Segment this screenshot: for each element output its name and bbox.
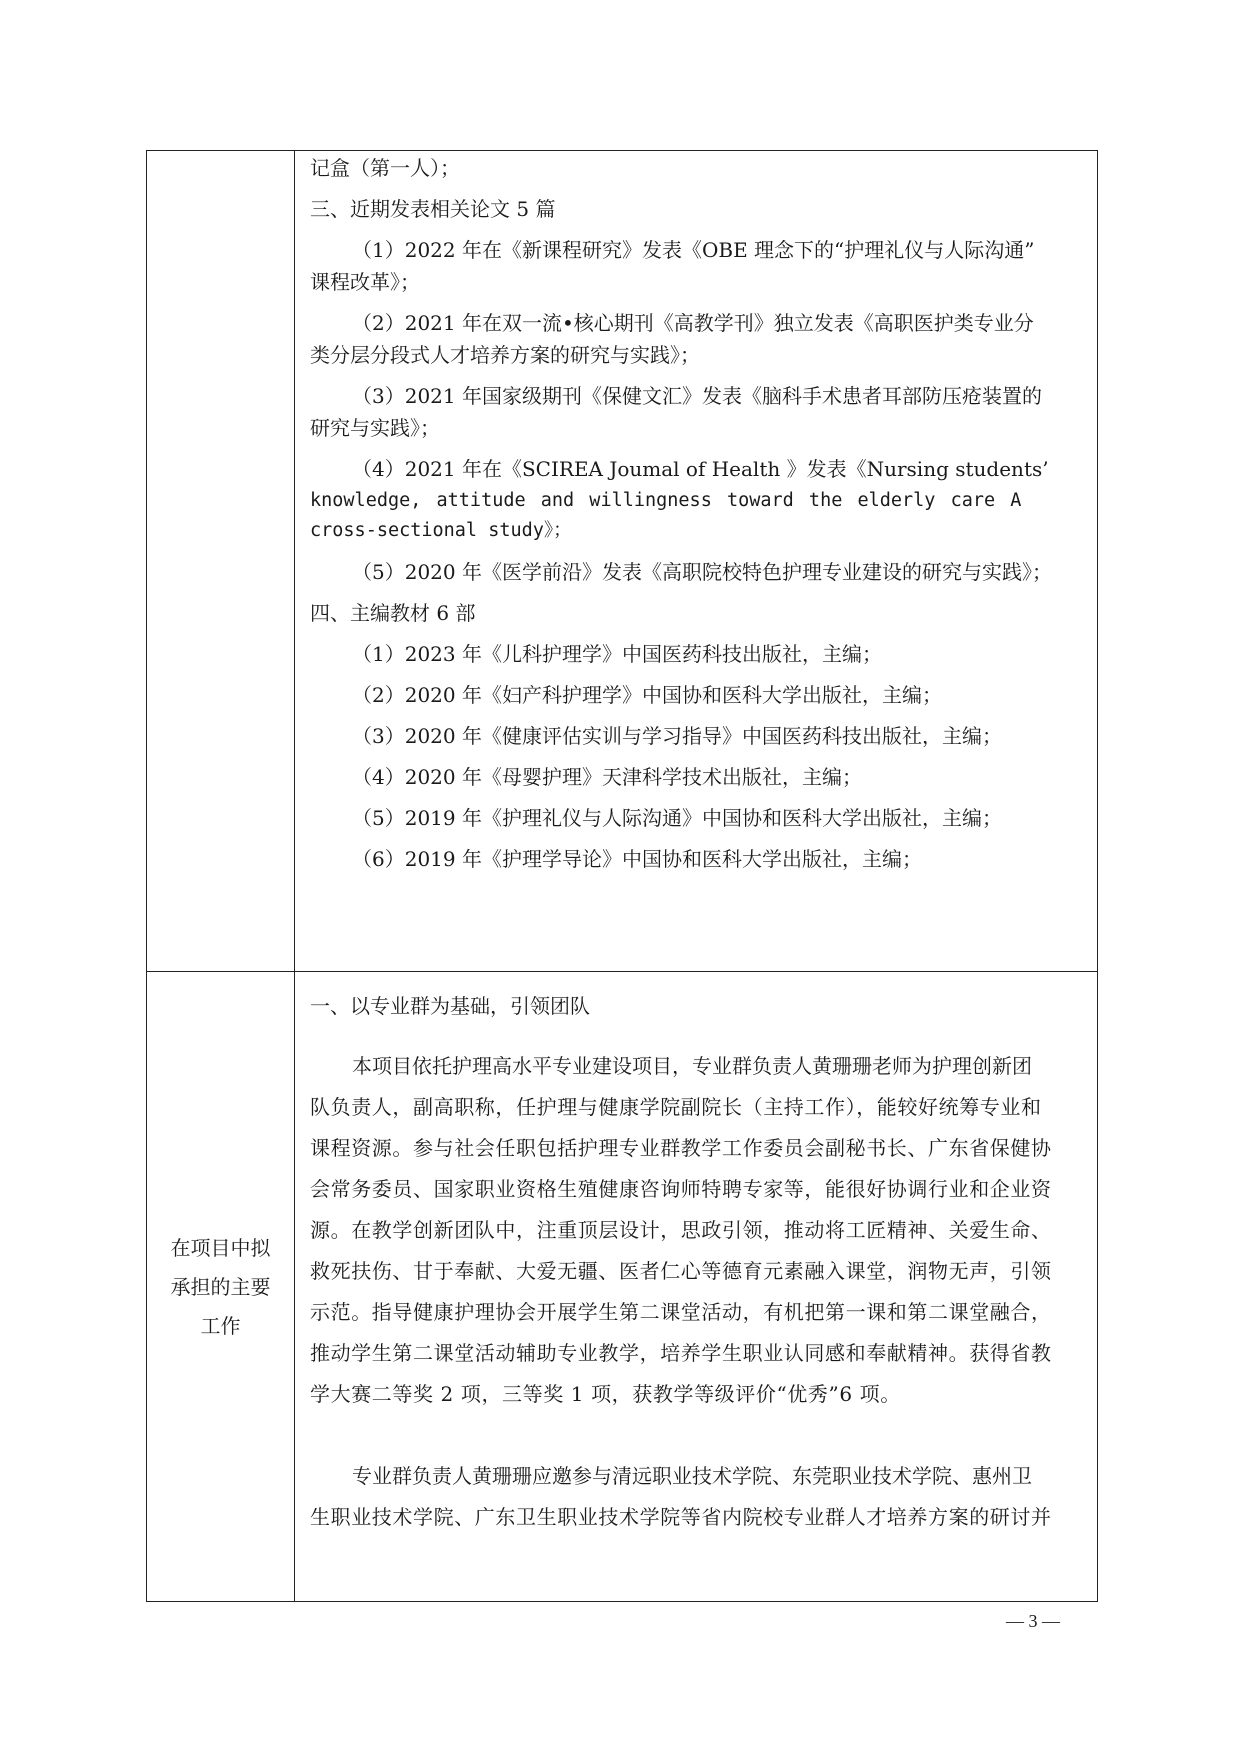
textbook-item-3: （3）2020 年《健康评估实训与学习指导》中国医药科技出版社，主编； <box>352 724 1002 748</box>
paper-item-5: （5）2020 年《医学前沿》发表《高职院校特色护理专业建设的研究与实践》； <box>352 560 1052 584</box>
row-label-line: 在项目中拟 <box>170 1235 271 1260</box>
paper-item-2-cont: 类分层分段式人才培养方案的研究与实践》； <box>310 343 700 367</box>
section-heading-team: 一、以专业群为基础，引领团队 <box>310 994 590 1018</box>
paragraph-line: 专业群负责人黄珊珊应邀参与清远职业技术学院、东莞职业技术学院、惠州卫 <box>352 1464 1032 1488</box>
row-label-line: 承担的主要 <box>170 1274 271 1299</box>
textbook-item-5: （5）2019 年《护理礼仪与人际沟通》中国协和医科大学出版社，主编； <box>352 806 1002 830</box>
main-work-cell <box>296 973 1097 1601</box>
section-heading-papers: 三、近期发表相关论文 5 篇 <box>310 197 556 221</box>
textbook-item-6: （6）2019 年《护理学导论》中国协和医科大学出版社，主编； <box>352 847 922 871</box>
application-form-table <box>146 150 1098 1602</box>
paper-item-1-cont: 课程改革》； <box>310 270 420 294</box>
paper-item-4-cont-2: cross-sectional study》； <box>310 520 572 541</box>
textbook-item-2: （2）2020 年《妇产科护理学》中国协和医科大学出版社，主编； <box>352 683 942 707</box>
paragraph-line: 源。在教学创新团队中，注重顶层设计，思政引领，推动将工匠精神、关爱生命、 <box>310 1218 1052 1242</box>
text-line: 记盒（第一人）； <box>310 156 460 180</box>
paper-item-4: （4）2021 年在《SCIREA Joumal of Health 》发表《Nursing students’ <box>352 457 1049 481</box>
section-heading-textbooks: 四、主编教材 6 部 <box>310 601 476 625</box>
row-divider <box>147 971 1097 972</box>
page-number: — 3 — <box>1006 1611 1060 1631</box>
paper-item-4-cont: knowledge, attitude and willingness toward the elderly care A <box>310 490 1022 511</box>
paragraph-line: 生职业技术学院、广东卫生职业技术学院等省内院校专业群人才培养方案的研讨并 <box>310 1505 1052 1529</box>
paper-item-2: （2）2021 年在双一流•核心期刊《高教学刊》独立发表《高职医护类专业分 <box>352 311 1034 335</box>
paragraph-line: 示范。指导健康护理协会开展学生第二课堂活动，有机把第一课和第二课堂融合， <box>310 1300 1052 1324</box>
paper-item-1: （1）2022 年在《新课程研究》发表《OBE 理念下的“护理礼仪与人际沟通” <box>352 238 1035 262</box>
paragraph-line: 会常务委员、国家职业资格生殖健康咨询师特聘专家等，能很好协调行业和企业资 <box>310 1177 1052 1201</box>
paragraph-line: 课程资源。参与社会任职包括护理专业群教学工作委员会副秘书长、广东省保健协 <box>310 1136 1052 1160</box>
row-label-line: 工作 <box>200 1313 241 1338</box>
paragraph-line: 队负责人，副高职称，任护理与健康学院副院长（主持工作），能较好统筹专业和 <box>310 1095 1042 1119</box>
paragraph-line: 救死扶伤、甘于奉献、大爱无疆、医者仁心等德育元素融入课堂，润物无声，引领 <box>310 1259 1052 1283</box>
paper-item-3-cont: 研究与实践》； <box>310 416 440 440</box>
paper-item-3: （3）2021 年国家级期刊《保健文汇》发表《脑科手术患者耳部防压疮装置的 <box>352 384 1042 408</box>
paragraph-line: 推动学生第二课堂活动辅助专业教学，培养学生职业认同感和奉献精神。获得省教 <box>310 1341 1052 1365</box>
row-label <box>161 1229 281 1346</box>
paragraph-line: 本项目依托护理高水平专业建设项目，专业群负责人黄珊珊老师为护理创新团 <box>352 1054 1032 1078</box>
row-label-cell <box>147 973 294 1601</box>
textbook-item-1: （1）2023 年《儿科护理学》中国医药科技出版社，主编； <box>352 642 882 666</box>
paragraph-line: 学大赛二等奖 2 项，三等奖 1 项，获教学等级评价“优秀”6 项。 <box>310 1382 901 1406</box>
textbook-item-4: （4）2020 年《母婴护理》天津科学技术出版社，主编； <box>352 765 862 789</box>
achievements-cell <box>296 151 1097 971</box>
column-divider <box>294 151 295 1601</box>
